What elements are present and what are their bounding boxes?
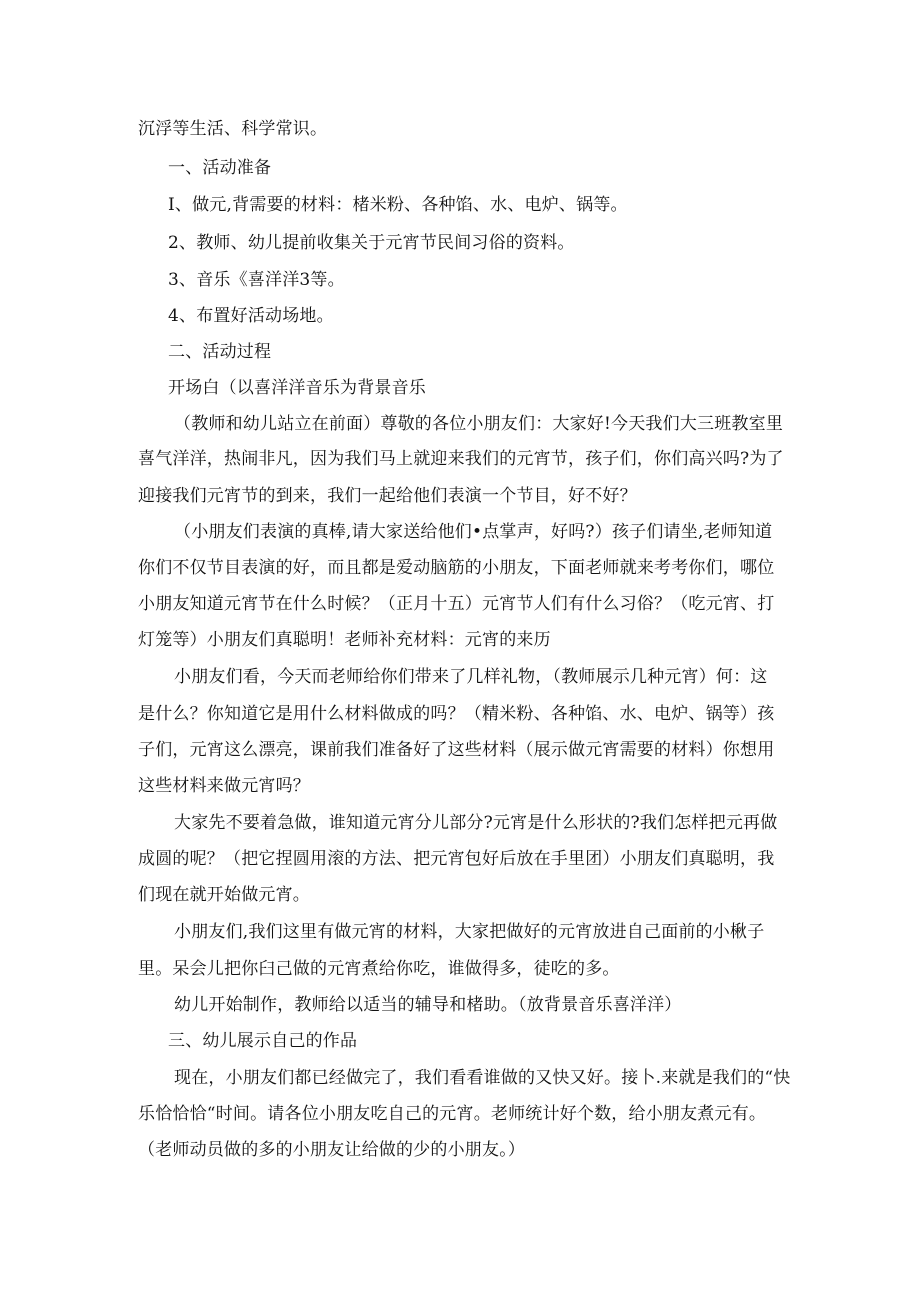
text-line-14: 小朋友知道元宵节在什么时候？（正月十五）元宵节人们有什么习俗？（吃元宵、打 xyxy=(138,594,775,614)
text-line-16: 小朋友们看，今天而老师给你们带来了几样礼物，（教师展示几种元宵）何：这 xyxy=(174,667,768,687)
text-line-27: 现在，小朋友们都已经做完了，我们看看谁做的又快又好。接卜.来就是我们的“快 xyxy=(174,1068,791,1088)
text-line-19: 这些材料来做元宵吗？ xyxy=(138,776,310,796)
text-line-17: 是什么？你知道它是用什么材料做成的吗？（精米粉、各种馅、水、电炉、锅等）孩 xyxy=(138,704,775,724)
text-line-21: 成圆的呢？（把它捏圆用滚的方法、把元宵包好后放在手里团）小朋友们真聪明，我 xyxy=(138,849,775,869)
text-line-20: 大家先不要着急做，谁知道元宵分儿部分?元宵是什么形状的?我们怎样把元再做 xyxy=(174,813,778,833)
text-line-6: 4、布置好活动场地。 xyxy=(168,306,334,326)
text-line-13: 你们不仅节目表演的好，而且都是爱动脑筋的小朋友，下面老师就来考考你们，哪位 xyxy=(138,558,775,578)
text-line-12: （小朋友们表演的真棒,请大家送给他们•点掌声，好吗?）孩子们请坐,老师知道 xyxy=(174,522,773,542)
text-line-24: 里。呆会儿把你臼己做的元宵煮给你吃，谁做得多，徒吃的多。 xyxy=(138,959,620,979)
text-line-25: 幼儿开始制作，教师给以适当的辅导和楮助。（放背景音乐喜洋洋） xyxy=(174,995,682,1015)
text-line-11: 迎接我们元宵节的到来，我们一起给他们表演一个节目，好不好？ xyxy=(138,486,637,506)
section-heading-preparation: 一、活动准备 xyxy=(168,158,272,178)
text-line-9: （教师和幼儿站立在前面）尊敬的各位小朋友们：大家好!今天我们大三班教室里 xyxy=(174,414,784,434)
text-line-5: 3、音乐《喜洋洋3等。 xyxy=(168,270,345,290)
text-line-4: 2、教师、幼儿提前收集关于元宵节民间习俗的资料。 xyxy=(168,233,575,253)
section-heading-process: 二、活动过程 xyxy=(168,342,272,362)
text-line-1: 沉浮等生活、科学常识。 xyxy=(138,119,328,139)
text-line-23: 小朋友们,我们这里有做元宵的材料，大家把做好的元宵放进自己面前的小楸子 xyxy=(174,922,765,942)
text-line-10: 喜气洋洋，热闹非凡，因为我们马上就迎来我们的元宵节，孩子们，你们高兴吗?为了 xyxy=(138,449,784,469)
section-heading-showcase: 三、幼儿展示自己的作品 xyxy=(168,1031,358,1051)
text-line-22: 们现在就开始做元宵。 xyxy=(138,885,310,905)
text-line-29: （老师动员做的多的小朋友让给做的少的小朋友。） xyxy=(138,1140,526,1160)
text-line-8: 开场白（以喜洋洋音乐为背景音乐 xyxy=(168,378,426,398)
text-line-28: 乐恰恰恰“时间。请各位小朋友吃自己的元宵。老师统计好个数，给小朋友煮元有。 xyxy=(138,1104,767,1124)
text-line-18: 子们，元宵这么漂亮，课前我们准备好了这些材料（展示做元宵需要的材料）你想用 xyxy=(138,740,775,760)
text-line-15: 灯笼等）小朋友们真聪明！老师补充材料：元宵的来历 xyxy=(138,630,551,650)
text-line-3: I、做元,背需要的材料：楮米粉、各种馅、水、电炉、锅等。 xyxy=(168,195,628,215)
